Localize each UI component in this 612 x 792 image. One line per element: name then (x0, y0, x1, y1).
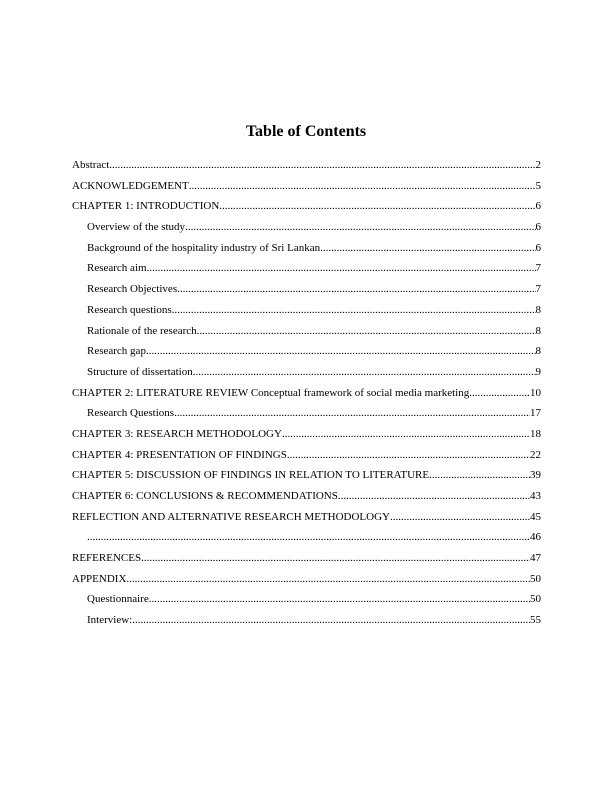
toc-dot-leader (287, 445, 530, 466)
toc-entry[interactable] (72, 548, 541, 569)
toc-entry[interactable] (72, 486, 541, 507)
toc-entry-text: Background of the hospitality industry of Sri Lankan (87, 241, 321, 254)
toc-entry[interactable] (72, 424, 541, 445)
toc-dot-leader (126, 569, 530, 590)
toc-entry-text: CHAPTER 3: RESEARCH METHODOLOGY (72, 427, 282, 440)
toc-entry-text: Interview: (87, 614, 133, 627)
toc-entry-text: CHAPTER 4: PRESENTATION OF FINDINGS (72, 448, 287, 461)
toc-entry-text: Research aim (87, 262, 147, 275)
toc-page-number: 10 (530, 386, 541, 399)
toc-dot-leader (87, 527, 530, 548)
toc-page-number: 6 (535, 241, 541, 254)
toc-entry[interactable] (72, 445, 541, 466)
toc-page-number: 8 (535, 303, 541, 316)
toc-dot-leader (469, 383, 530, 404)
toc-dot-leader (132, 610, 530, 631)
toc-entry[interactable] (72, 321, 541, 342)
toc-entry[interactable] (72, 610, 541, 631)
toc-dot-leader (193, 362, 536, 383)
toc-dot-leader (147, 258, 536, 279)
toc-dot-leader (185, 217, 535, 238)
toc-entry-text: Research Questions (87, 407, 175, 420)
toc-entry-text: CHAPTER 2: LITERATURE REVIEW Conceptual framework of social media marketing (72, 386, 470, 399)
toc-entry-text: APPENDIX (72, 572, 127, 585)
toc-entry[interactable] (72, 300, 541, 321)
toc-page-number: 43 (530, 490, 541, 502)
toc-entry[interactable] (72, 176, 541, 197)
toc-entry[interactable] (72, 258, 541, 279)
toc-entry-text: Abstract (72, 159, 110, 171)
toc-page-number: 46 (530, 531, 541, 544)
toc-page-number: 17 (530, 407, 541, 420)
toc-page-number: 45 (530, 510, 541, 523)
toc-page-number: 5 (535, 179, 541, 192)
toc-entry-text: REFERENCES (72, 552, 142, 565)
toc-dot-leader (174, 403, 530, 424)
toc-entry[interactable] (72, 569, 541, 590)
toc-dot-leader (109, 155, 535, 176)
toc-entry-text: CHAPTER 1: INTRODUCTION (72, 200, 220, 213)
toc-entry-text: Research Objectives (87, 283, 178, 296)
toc-entry[interactable] (72, 279, 541, 300)
toc-dot-leader (197, 321, 536, 342)
toc-page-number: 7 (535, 283, 541, 296)
toc-entry[interactable] (72, 362, 541, 383)
toc-entry[interactable] (72, 403, 541, 424)
toc-entry-text: Rationale of the research (87, 324, 197, 337)
toc-entry-text: Overview of the study (87, 221, 186, 234)
toc-title: Table of Contents (245, 123, 367, 140)
toc-dot-leader (429, 465, 530, 486)
toc-dot-leader (282, 424, 530, 445)
toc-page-number: 47 (530, 552, 541, 565)
toc-dot-leader (172, 300, 536, 321)
toc-entry[interactable] (72, 196, 541, 217)
toc-entry-text: ACKNOWLEDGEMENT (72, 179, 189, 192)
toc-dot-leader (177, 279, 535, 300)
toc-entry[interactable] (72, 527, 541, 548)
toc-page-number: 8 (535, 345, 541, 358)
toc-dot-leader (320, 238, 535, 259)
toc-page-number: 39 (530, 469, 541, 482)
toc-dot-leader (146, 341, 536, 362)
toc-entry-text: Structure of dissertation (87, 365, 193, 378)
toc-page-number: 22 (530, 448, 541, 461)
toc-entry[interactable] (72, 238, 541, 259)
toc-page-number: 6 (535, 221, 541, 234)
toc-dot-leader (390, 507, 530, 528)
toc-entry[interactable] (72, 341, 541, 362)
toc-page-number: 50 (530, 593, 541, 606)
toc-page-number: 2 (535, 159, 541, 171)
toc-page-number: 6 (535, 200, 541, 213)
toc-dot-leader (189, 176, 536, 197)
toc-entry[interactable] (72, 155, 541, 176)
toc-entry-text: Research questions (87, 303, 172, 316)
toc-page-number: 8 (535, 324, 541, 337)
toc-dot-leader (141, 548, 530, 569)
toc-entry-text: Questionnaire (87, 593, 149, 606)
toc-entry-text: CHAPTER 6: CONCLUSIONS & RECOMMENDATIONS (72, 490, 338, 502)
toc-entry-text: Research gap (87, 345, 146, 358)
toc-page-number: 7 (535, 262, 541, 275)
toc-entry[interactable] (72, 507, 541, 528)
toc-dot-leader (149, 589, 530, 610)
toc-entry[interactable] (72, 589, 541, 610)
toc-entry[interactable] (72, 383, 541, 404)
toc-entry[interactable] (72, 217, 541, 238)
toc-page-number: 9 (535, 365, 541, 378)
toc-page-number: 50 (530, 572, 541, 585)
toc-entry[interactable] (72, 465, 541, 486)
toc-entry-text: CHAPTER 5: DISCUSSION OF FINDINGS IN RELATION TO LITERATURE (72, 469, 430, 482)
toc-list (72, 155, 541, 631)
toc-page-number: 55 (530, 614, 541, 627)
toc-dot-leader (219, 196, 535, 217)
toc-page-number: 18 (530, 427, 541, 440)
toc-entry-text: REFLECTION AND ALTERNATIVE RESEARCH METHODOLOGY (72, 510, 390, 523)
toc-dot-leader (338, 486, 530, 507)
